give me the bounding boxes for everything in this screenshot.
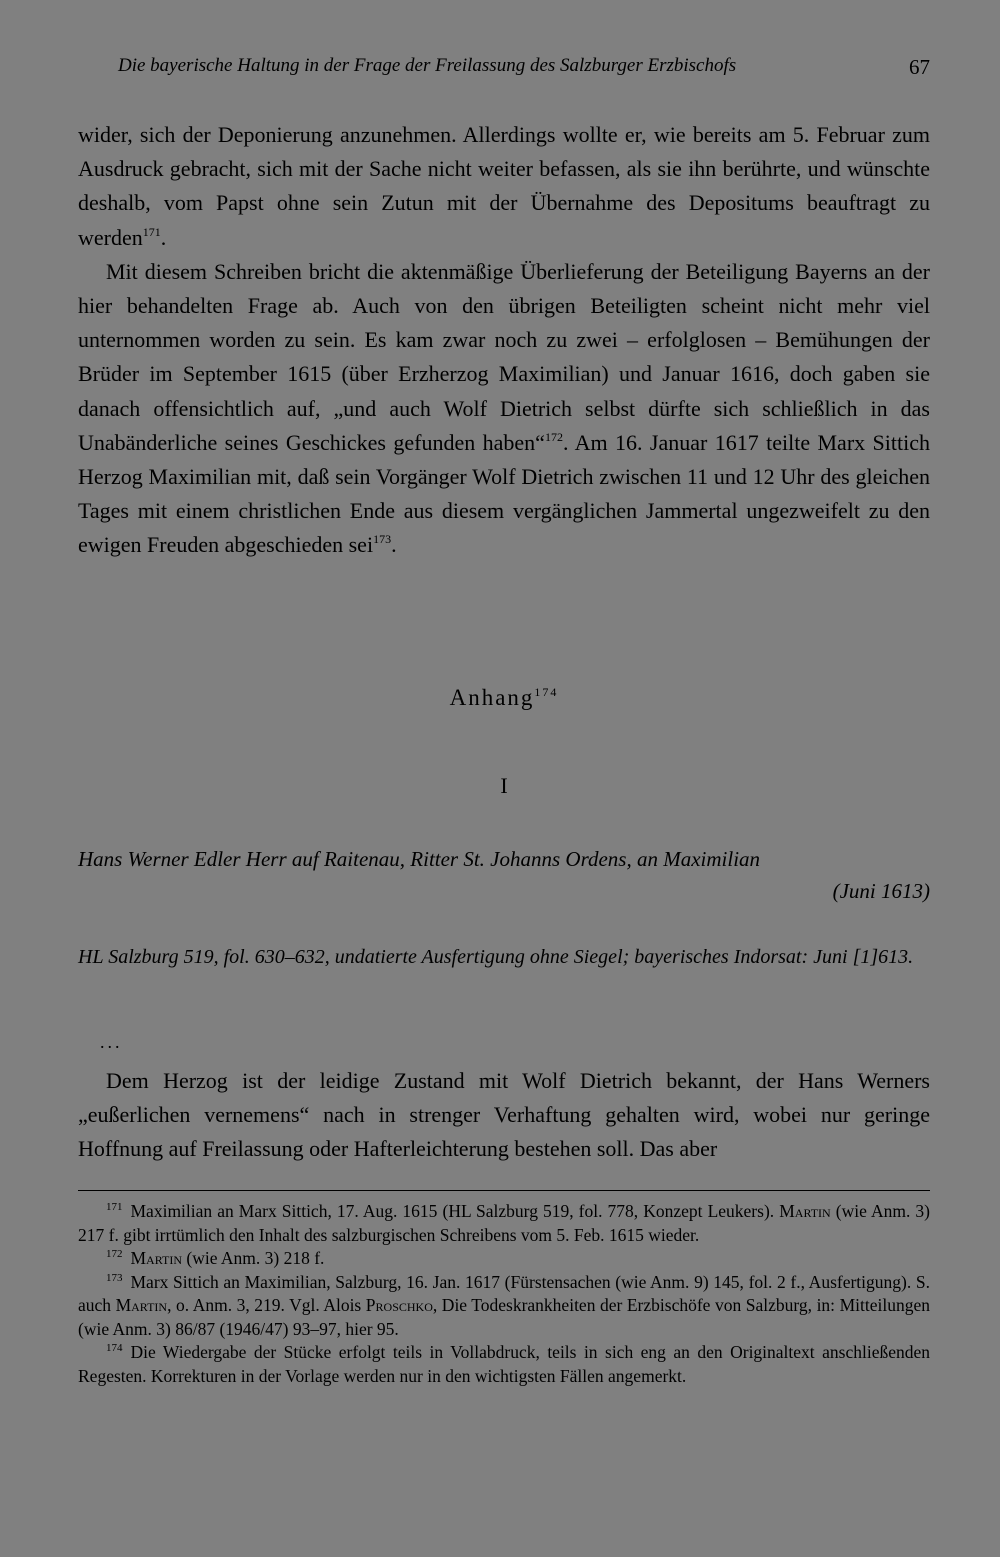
paragraph-2-text-a: Mit diesem Schreiben bricht die aktenmäßige Überlieferung der Beteiligung Bayerns an der hier behandelten Frage ab. Auch von den übrigen Beteiligten scheint nicht mehr viel unternommen worden zu sein. Es kam zwar noch zu zwei – erfolglosen – Bemühungen der Brüder im September 1615 (über Erzherzog Maximilian) und Januar 1616, doch gaben sie danach offensichtlich auf, „und auch Wolf Dietrich selbst dürfte sich schließlich in das Unabänderliche seines Geschickes gefunden haben“: [78, 258, 930, 455]
footnote-174: $^{174}$ Die Wiedergabe der Stücke erfolgt teils in Vollabdruck, teils in sich eng an den Originaltext anschließenden Regesten. Korrekturen in der Vorlage werden nur in den wichtigsten Fällen angemerkt.: [78, 1342, 930, 1386]
running-head: [78, 55, 930, 85]
footnote-ref-173[interactable]: 173: [373, 532, 392, 547]
main-text: [78, 118, 930, 563]
regest-text: Dem Herzog ist der leidige Zustand mit Wolf Dietrich bekannt, der Hans Werners „eußerlichen vernemens“ nach in strenger Verhaftung gehalten wird, wobei nur geringe Hoffnung auf Freilassung oder Hafterleichterung bestehen soll. Das aber: [78, 1068, 930, 1162]
paragraph-1: wider, sich der Deponierung anzunehmen. Allerdings wollte er, wie bereits am 5. Februar zum Ausdruck gebracht, sich mit der Sache nicht weiter befassen, als sie ihn berührte, und wünschte deshalb, vom Papst ohne sein Zutun mit der Übernahme des Depositums beauftragt zu werden$^{171}$.: [78, 122, 930, 250]
source-note: HL Salzburg 519, fol. 630–632, undatierte Ausfertigung ohne Siegel; bayerisches Indorsat: Juni [1]613.: [78, 946, 914, 968]
footnotes: [78, 1200, 930, 1388]
paragraph-2-text-b: . Am 16. Januar 1617 teilte Marx Sittich Herzog Maximilian mit, daß sein Vorgänger Wolf Dietrich zwischen 11 und 12 Uhr des gleichen Tages mit einem christlichen Ende aus diesem vergänglichen Jammertal ungezweifelt zu den ewigen Freuden abgeschieden sei: [78, 429, 930, 558]
footnote-171: $^{171}$ Maximilian an Marx Sittich, 17. Aug. 1615 (HL Salzburg 519, fol. 778, Konzept Leukers). Martin (wie Anm. 3) 217 f. gibt irrtümlich den Inhalt des salzburgischen Schreibens vom 5. Feb. 1615 wieder.: [78, 1201, 930, 1245]
document-number: I: [500, 773, 508, 798]
appendix-heading: Anhang$^{174}$: [449, 685, 559, 710]
footnote-ref-174[interactable]: 174: [534, 685, 559, 699]
footnote-ref-171[interactable]: 171: [142, 224, 161, 239]
document-title: [78, 843, 930, 907]
running-title: Die bayerische Haltung in der Frage der Freilassung des Salzburger Erzbischofs: [118, 55, 737, 76]
paragraph-2: Mit diesem Schreiben bricht die aktenmäßige Überlieferung der Beteiligung Bayerns an der hier behandelten Frage ab. Auch von den übrigen Beteiligten scheint nicht mehr viel unternommen worden zu sein. Es kam zwar noch zu zwei – erfolglosen – Bemühungen der Brüder im September 1615 (über Erzherzog Maximilian) und Januar 1616, doch gaben sie danach offensichtlich auf, „und auch Wolf Dietrich selbst dürfte sich schließlich in das Unabänderliche seines Geschickes gefunden haben“$^{172}$. Am 16. Januar 1617 teilte Marx Sittich Herzog Maximilian mit, daß sein Vorgänger Wolf Dietrich zwischen 11 und 12 Uhr des gleichen Tages mit einem christlichen Ende aus diesem vergänglichen Jammertal ungezweifelt zu den ewigen Freuden abgeschieden sei$^{173}$.: [78, 258, 930, 558]
paragraph-1-text: wider, sich der Deponierung anzunehmen. Allerdings wollte er, wie bereits am 5. Februar zum Ausdruck gebracht, sich mit der Sache nicht weiter befassen, als sie ihn berührte, und wünschte deshalb, vom Papst ohne sein Zutun mit der Übernahme des Depositums beauftragt zu werden: [78, 122, 930, 250]
footnote-173: $^{173}$ Marx Sittich an Maximilian, Salzburg, 16. Jan. 1617 (Fürstensachen (wie Anm. 9) 145, fol. 2 f., Ausfertigung). S. auch Martin, o. Anm. 3, 219. Vgl. Alois Proschko, Die Todeskrankheiten der Erzbischöfe von Salzburg, in: Mitteilungen (wie Anm. 3) 86/87 (1946/47) 93–97, hier 95.: [78, 1271, 930, 1339]
document-title-text: Hans Werner Edler Herr auf Raitenau, Ritter St. Johanns Ordens, an Maximilian: [78, 847, 761, 871]
footnote-172: $^{172}$ Martin (wie Anm. 3) 218 f.: [106, 1248, 325, 1268]
document-date: (Juni 1613): [832, 879, 930, 903]
page-number: 67: [909, 55, 930, 79]
footnote-divider: [78, 1190, 930, 1191]
footnote-ref-172[interactable]: 172: [544, 429, 563, 444]
omission-ellipsis: ...: [100, 1032, 123, 1052]
